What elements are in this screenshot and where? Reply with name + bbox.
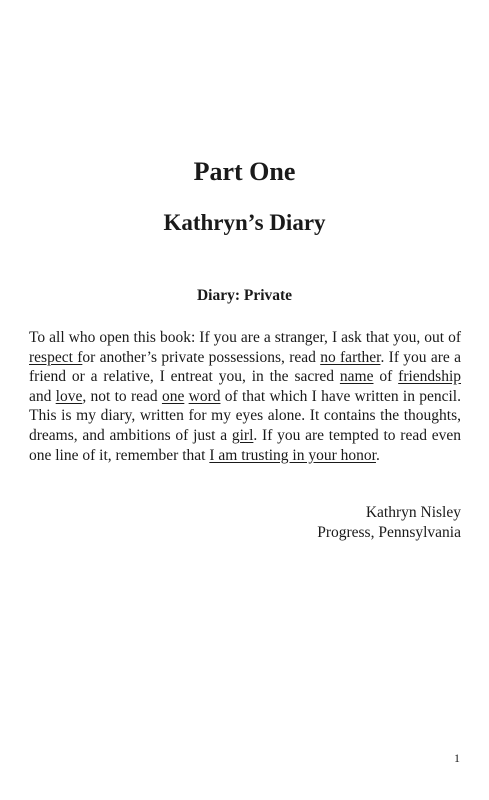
signature-name: Kathryn Nisley: [365, 504, 461, 521]
body-paragraph: [29, 328, 461, 465]
signature-place: Progress, Pennsylvania: [317, 524, 461, 541]
page-number: 1: [454, 751, 460, 765]
text-run: To all who open this book: If you are a stranger, I ask that you, out of: [29, 329, 461, 346]
text-run: . If you are tempted to read even one line of it, remember that: [29, 426, 461, 464]
text-run: and: [29, 387, 56, 405]
chapter-subtitle: Kathryn’s Diary: [163, 210, 326, 235]
text-run: , not to read: [82, 387, 162, 405]
underlined-text: love: [55, 387, 83, 405]
underlined-text: I am trusting in your honor: [209, 446, 376, 464]
underlined-text: friendship: [398, 368, 462, 386]
underlined-text: one: [161, 387, 185, 405]
text-run: .: [375, 446, 380, 464]
text-run: . If you are a friend or a relative, I entreat you, in the sacred: [29, 348, 461, 386]
part-title: Part One: [193, 157, 296, 186]
underlined-text: no farther: [320, 348, 381, 366]
text-run: of: [373, 368, 399, 386]
underlined-text: name: [339, 368, 374, 386]
text-run: or another’s private possessions, read: [82, 348, 321, 366]
signature-block: [317, 503, 461, 543]
underlined-text: respect f: [29, 348, 83, 366]
underlined-text: word: [188, 387, 221, 405]
text-run: of that which I have written in pencil. This is my diary, written for my eyes alone. It contains the thoughts, dreams, and ambitions of just a: [29, 387, 461, 444]
section-heading: Diary: Private: [196, 287, 293, 304]
underlined-text: girl: [231, 426, 254, 444]
